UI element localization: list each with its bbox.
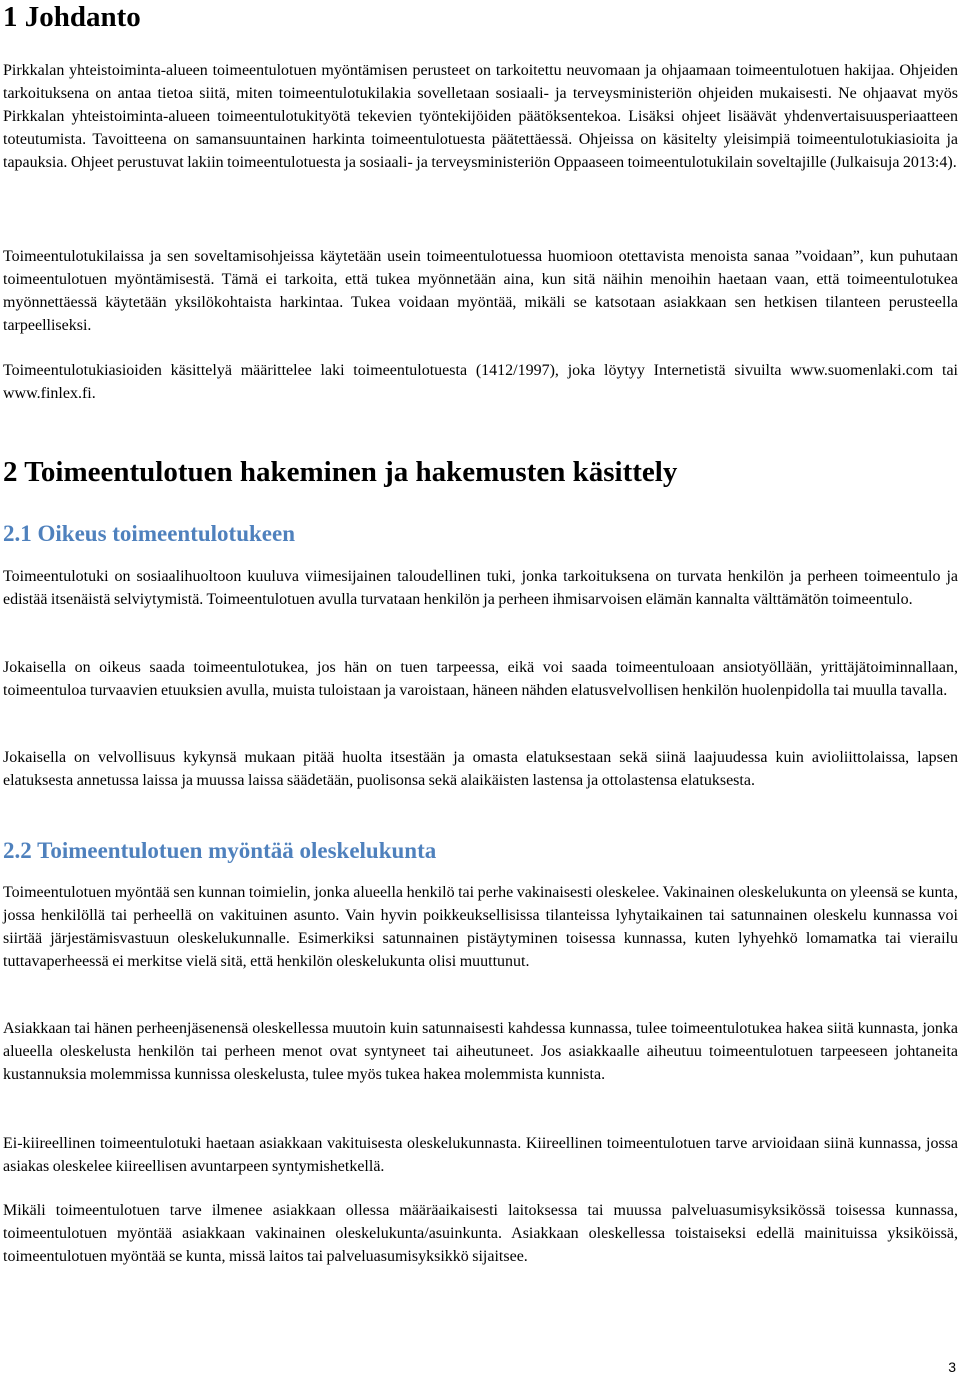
paragraph-oikeus-2: Jokaisella on oikeus saada toimeentulotukea, jos hän on tuen tarpeessa, eikä voi saada toimeentuloaan ansiotyöllään, yrittäjätoiminnallaan, toimeentuloa turvaavien etuuksien avulla, muista tuloistaan ja varoistaan, häneen nähden elatusvelvollisen henkilön huolenpidolla tai muulla tavalla. bbox=[3, 659, 958, 699]
paragraph-oleskelu-2: Asiakkaan tai hänen perheenjäsenensä oleskellessa muutoin kuin satunnaisesti kahdessa kunnassa, tulee toimeentulotukea hakea siitä kunnasta, jonka alueella oleskelusta henkilön tai perheen menot ovat syntyneet tai aiheutuneet. Jos asiakkaalle aiheutuu toimeentulotuen tarpeeseen johtaneita kustannuksia molemmissa kunnissa oleskelusta, tulee myös tukea hakea molemmista kunnista. bbox=[3, 1020, 958, 1083]
paragraph-oleskelu-1: Toimeentulotuen myöntää sen kunnan toimielin, jonka alueella henkilö tai perhe vakinaisesti oleskelee. Vakinainen oleskelukunta on yleensä se kunta, jossa henkilöllä tai perheellä on vakituinen asunto. Vain hyvin poikkeuksellisissa tilanteissa lyhytaikainen tai satunnainen oleskelu kunnassa voi siirtää järjestämisvastuun oleskelukunnalle. Esimerkiksi satunnainen pistäytyminen toisessa kunnassa, kuten lyhyehkö lomamatka tai vierailu tuttavaperheessä ei merkitse vielä sitä, että henkilön oleskelukunta olisi muuttunut. bbox=[3, 884, 958, 970]
paragraph-oleskelu-4: Mikäli toimeentulotuen tarve ilmenee asiakkaan ollessa määräaikaisesti laitoksessa tai muussa palveluasumisyksikössä toisessa kunnassa, toimeentulotuen myöntää asiakkaan vakinainen oleskelukunta/asuinkunta. Asiakkaan oleskellessa toistaiseksi edellä mainituissa yksiköissä, toimeentulotuen myöntää se kunta, missä laitos tai palveluasumisyksikkö sijaitsee. bbox=[3, 1202, 958, 1265]
paragraph-oleskelu-3: Ei-kiireellinen toimeentulotuki haetaan asiakkaan vakituisesta oleskelukunnasta. Kiireellinen toimeentulotuen tarve arvioidaan siinä kunnassa, jossa asiakas oleskelee kiireellisen avuntarpeen syntymishetkellä. bbox=[3, 1135, 958, 1175]
subsection-heading-oikeus: 2.1 Oikeus toimeentulotukeen bbox=[3, 521, 295, 546]
paragraph-oikeus-3: Jokaisella on velvollisuus kykynsä mukaan pitää huolta itsestään ja omasta elatuksestaan sekä siinä laajuudessa kuin avioliittolaissa, lapsen elatuksesta annetussa laissa ja muussa laissa säädetään, puolisonsa sekä alaikäisten lastensa ja ottolastensa elatuksesta. bbox=[3, 749, 958, 789]
subsection-heading-oleskelukunta: 2.2 Toimeentulotuen myöntää oleskelukunta bbox=[3, 838, 437, 863]
page-number: 3 bbox=[948, 1359, 956, 1375]
paragraph-intro-1: Pirkkalan yhteistoiminta-alueen toimeentulotuen myöntämisen perusteet on tarkoitettu neuvomaan ja ohjaamaan toimeentulotuen hakijaa. Ohjeiden tarkoituksena on antaa tietoa siitä, miten toimeentulotukilakia sovelletaan sosiaali- ja terveysministeriön ohjeiden mukaisesti. Ne ohjaavat myös Pirkkalan yhteistoiminta-alueen toimeentulotukityötä tekevien työntekijöiden päätöksentekoa. Lisäksi ohjeet lisäävät yhdenvertaisuusperiaatteen toteutumista. Tavoitteena on samansuuntainen harkinta toimeentulotuesta päätettäessä. Ohjeissa on käsitelty yleisimpiä toimeentulotukiasioita ja tapauksia. Ohjeet perustuvat lakiin toimeentulotuesta ja sosiaali- ja terveysministeriön Oppaaseen toimeentulotukilain soveltajille (Julkaisuja 2013:4). bbox=[3, 62, 958, 171]
paragraph-oikeus-1: Toimeentulotuki on sosiaalihuoltoon kuuluva viimesijainen taloudellinen tuki, jonka tarkoituksena on turvata henkilön ja perheen toimeentulo ja edistää itsenäistä selviytymistä. Toimeentulotuen avulla turvataan henkilön ja perheen ihmisarvoisen elämän kannalta välttämätön toimeentulo. bbox=[3, 568, 958, 608]
section-heading-hakeminen: 2 Toimeentulotuen hakeminen ja hakemusten käsittely bbox=[3, 456, 678, 488]
paragraph-intro-2: Toimeentulotukilaissa ja sen soveltamisohjeissa käytetään usein toimeentulotuessa huomioon otettavista menoista sanaa ”voidaan”, kun puhutaan toimeentulotuen myöntämisestä. Tämä ei tarkoita, että tukea myönnetään aina, kun sitä näihin menoihin haetaan vaan, että toimeentulotukea myönnettäessä käytetään yksilökohtaista harkintaa. Tukea voidaan myöntää, mikäli se katsotaan asiakkaan sen hetkisen tilanteen perusteella tarpeelliseksi. bbox=[3, 248, 958, 334]
section-heading-johdanto: 1 Johdanto bbox=[3, 1, 141, 33]
paragraph-intro-3: Toimeentulotukiasioiden käsittelyä määrittelee laki toimeentulotuesta (1412/1997), joka löytyy Internetistä sivuilta www.suomenlaki.com tai www.finlex.fi. bbox=[3, 362, 958, 402]
